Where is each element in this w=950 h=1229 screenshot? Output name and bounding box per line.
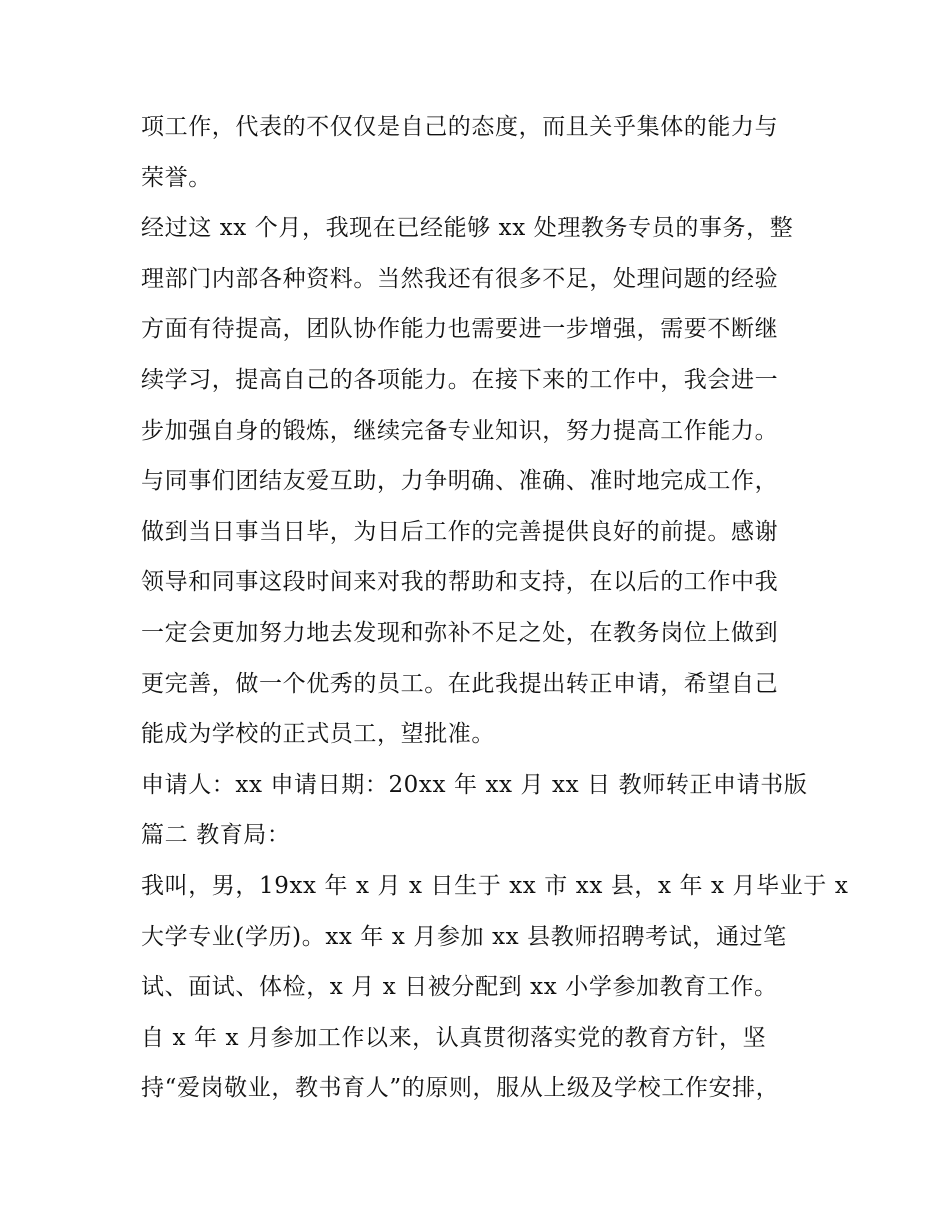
text-line: 与同事们团结友爱互助，力争明确、准确、准时地完成工作， — [141, 468, 779, 495]
text-line: 大学专业(学历)。xx 年 x 月参加 xx 县教师招聘考试，通过笔 — [141, 923, 787, 950]
text-line: 持“爱岗敬业，教书育人”的原则，服从上级及学校工作安排， — [141, 1075, 780, 1102]
text-line: 我叫，男，19xx 年 x 月 x 日生于 xx 市 xx 县，x 年 x 月毕业于 x — [141, 872, 849, 899]
text-line: 方面有待提高，团队协作能力也需要进一步增强，需要不断继 — [141, 316, 779, 343]
text-line: 能成为学校的正式员工，望批准。 — [141, 721, 495, 748]
text-line: 篇二 教育局： — [141, 822, 291, 849]
text-line: 更完善，做一个优秀的员工。在此我提出转正申请，希望自己 — [141, 670, 779, 697]
text-line: 项工作，代表的不仅仅是自己的态度，而且关乎集体的能力与 — [141, 114, 779, 140]
text-line: 理部门内部各种资料。当然我还有很多不足，处理问题的经验 — [141, 265, 779, 292]
document-body — [141, 102, 849, 1114]
text-line: 试、面试、体检，x 月 x 日被分配到 xx 小学参加教育工作。 — [141, 974, 778, 1001]
text-line: 续学习，提高自己的各项能力。在接下来的工作中，我会进一 — [141, 366, 779, 393]
text-line: 领导和同事这段时间来对我的帮助和支持，在以后的工作中我 — [141, 569, 779, 596]
text-line: 荣誉。 — [141, 164, 212, 191]
text-line: 一定会更加努力地去发现和弥补不足之处，在教务岗位上做到 — [141, 619, 779, 646]
text-line: 自 x 年 x 月参加工作以来，认真贯彻落实党的教育方针，坚 — [141, 1024, 767, 1051]
text-line: 申请人：xx 申请日期：20xx 年 xx 月 xx 日 教师转正申请书版 — [141, 771, 808, 798]
text-line: 做到当日事当日毕，为日后工作的完善提供良好的前提。感谢 — [141, 518, 779, 545]
text-line: 步加强自身的锻炼，继续完备专业知识，努力提高工作能力。 — [141, 417, 779, 444]
text-line: 经过这 xx 个月，我现在已经能够 xx 处理教务专员的事务，整 — [141, 215, 794, 242]
